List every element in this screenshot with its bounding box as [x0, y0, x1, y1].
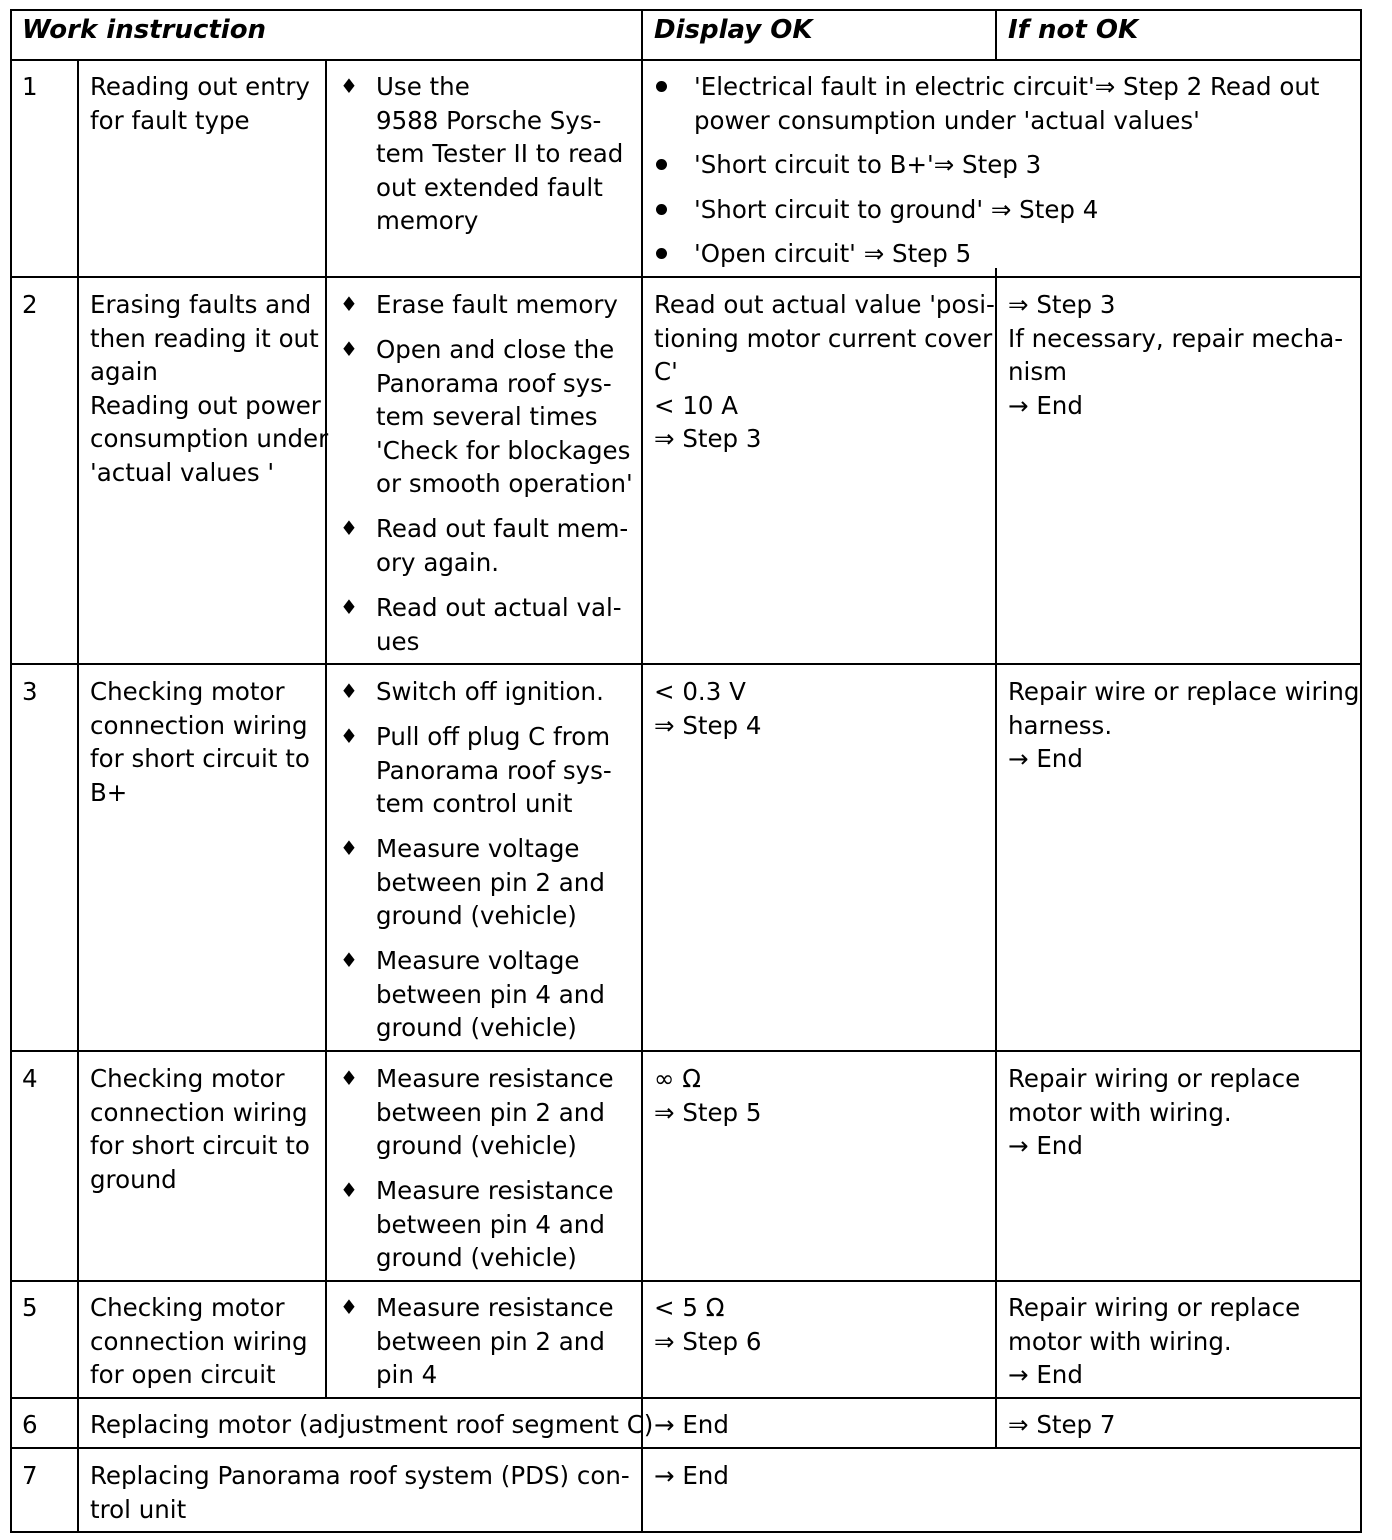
step-title: Replacing Panorama roof system (PDS) con- trol unit — [90, 1461, 630, 1524]
if-not-ok-text: ⇒ Step 7 — [1008, 1410, 1116, 1439]
action-item — [340, 1174, 614, 1275]
diamond-bullet-icon: ♦ — [340, 1178, 358, 1202]
display-ok-item: 'Short circuit to ground' ⇒ Step 4 — [694, 195, 1099, 224]
header-if-not-ok: If not OK — [1008, 15, 1139, 45]
action-item — [340, 1291, 614, 1392]
header-work-instruction: Work instruction — [22, 15, 267, 45]
round-bullet-icon — [656, 159, 667, 170]
header-display-ok: Display OK — [654, 15, 813, 45]
step-number: 6 — [22, 1410, 38, 1439]
col-rule-step — [77, 59, 79, 1533]
action-item — [340, 591, 622, 658]
diamond-bullet-icon: ♦ — [340, 836, 358, 860]
display-ok-text: → End — [654, 1461, 729, 1490]
action-text: Measure resistance between pin 2 and pin 4 — [376, 1293, 614, 1389]
step-title: Checking motor connection wiring for short circuit to B+ — [90, 677, 310, 807]
action-text: Pull off plug C from Panorama roof sys- tem control unit — [376, 722, 612, 818]
action-item — [340, 1062, 614, 1163]
diamond-bullet-icon: ♦ — [340, 337, 358, 361]
step-number: 4 — [22, 1064, 38, 1093]
diamond-bullet-icon: ♦ — [340, 292, 358, 316]
step-number: 7 — [22, 1461, 38, 1490]
if-not-ok-text: Repair wiring or replace motor with wiring. → End — [1008, 1064, 1301, 1160]
row-rule — [10, 663, 1362, 665]
step-title: Replacing motor (adjustment roof segment C) — [90, 1410, 654, 1439]
action-item — [340, 512, 628, 579]
diamond-bullet-icon: ♦ — [340, 74, 358, 98]
display-ok-text: Read out actual value 'posi- tioning motor current cover C' < 10 A ⇒ Step 3 — [654, 290, 995, 453]
step-title: Erasing faults and then reading it out again Reading out power consumption under 'actual values ' — [90, 290, 329, 487]
diamond-bullet-icon: ♦ — [340, 679, 358, 703]
diamond-bullet-icon: ♦ — [340, 724, 358, 748]
display-ok-text: < 0.3 V ⇒ Step 4 — [654, 677, 762, 740]
action-text: Read out actual val- ues — [376, 593, 622, 656]
step-number: 5 — [22, 1293, 38, 1322]
step-number: 1 — [22, 72, 38, 101]
action-text: Use the 9588 Porsche Sys- tem Tester II to read out extended fault memory — [376, 72, 624, 235]
row-rule — [10, 1447, 1362, 1449]
row-rule — [10, 1050, 1362, 1052]
action-text: Open and close the Panorama roof sys- tem several times 'Check for blockages or smooth operation' — [376, 335, 633, 498]
action-text: Measure resistance between pin 4 and ground (vehicle) — [376, 1176, 614, 1272]
action-text: Erase fault memory — [376, 290, 618, 319]
step-number: 3 — [22, 677, 38, 706]
diamond-bullet-icon: ♦ — [340, 516, 358, 540]
action-item — [340, 333, 633, 501]
display-ok-text: ∞ Ω ⇒ Step 5 — [654, 1064, 762, 1127]
row-rule — [10, 1397, 1362, 1399]
action-text: Measure voltage between pin 4 and ground (vehicle) — [376, 946, 605, 1042]
step-title: Checking motor connection wiring for open circuit — [90, 1293, 308, 1389]
round-bullet-icon — [656, 204, 667, 215]
action-text: Read out fault mem- ory again. — [376, 514, 629, 577]
round-bullet-icon — [656, 81, 667, 92]
if-not-ok-text: Repair wiring or replace motor with wiring. → End — [1008, 1293, 1301, 1389]
display-ok-item: 'Open circuit' ⇒ Step 5 — [694, 239, 972, 268]
step-title: Checking motor connection wiring for short circuit to ground — [90, 1064, 310, 1194]
if-not-ok-text: ⇒ Step 3 If necessary, repair mecha- nism → End — [1008, 290, 1344, 420]
display-ok-item: 'Electrical fault in electric circuit'⇒ Step 2 Read out power consumption under 'actual values' — [694, 72, 1320, 135]
col-rule-display — [641, 9, 643, 1533]
diamond-bullet-icon: ♦ — [340, 595, 358, 619]
action-item — [340, 288, 618, 322]
action-item — [340, 675, 604, 709]
action-item — [340, 720, 612, 821]
display-ok-text: → End — [654, 1410, 729, 1439]
col-rule-ifnot — [995, 268, 997, 1449]
diamond-bullet-icon: ♦ — [340, 1066, 358, 1090]
action-item — [340, 70, 623, 238]
step-title: Reading out entry for fault type — [90, 72, 310, 135]
action-text: Measure resistance between pin 2 and ground (vehicle) — [376, 1064, 614, 1160]
if-not-ok-text: Repair wire or replace wiring harness. → End — [1008, 677, 1360, 773]
col-rule-actions — [325, 59, 327, 1399]
action-text: Switch off ignition. — [376, 677, 604, 706]
display-ok-text: < 5 Ω ⇒ Step 6 — [654, 1293, 762, 1356]
action-item — [340, 944, 605, 1045]
header-rule — [10, 59, 1362, 61]
display-ok-item: 'Short circuit to B+'⇒ Step 3 — [694, 150, 1042, 179]
step-number: 2 — [22, 290, 38, 319]
diamond-bullet-icon: ♦ — [340, 1295, 358, 1319]
row-rule — [10, 276, 1362, 278]
row-rule — [10, 1280, 1362, 1282]
action-text: Measure voltage between pin 2 and ground (vehicle) — [376, 834, 605, 930]
col-rule-ifnot-header — [995, 9, 997, 60]
diamond-bullet-icon: ♦ — [340, 948, 358, 972]
round-bullet-icon — [656, 248, 667, 259]
action-item — [340, 832, 605, 933]
